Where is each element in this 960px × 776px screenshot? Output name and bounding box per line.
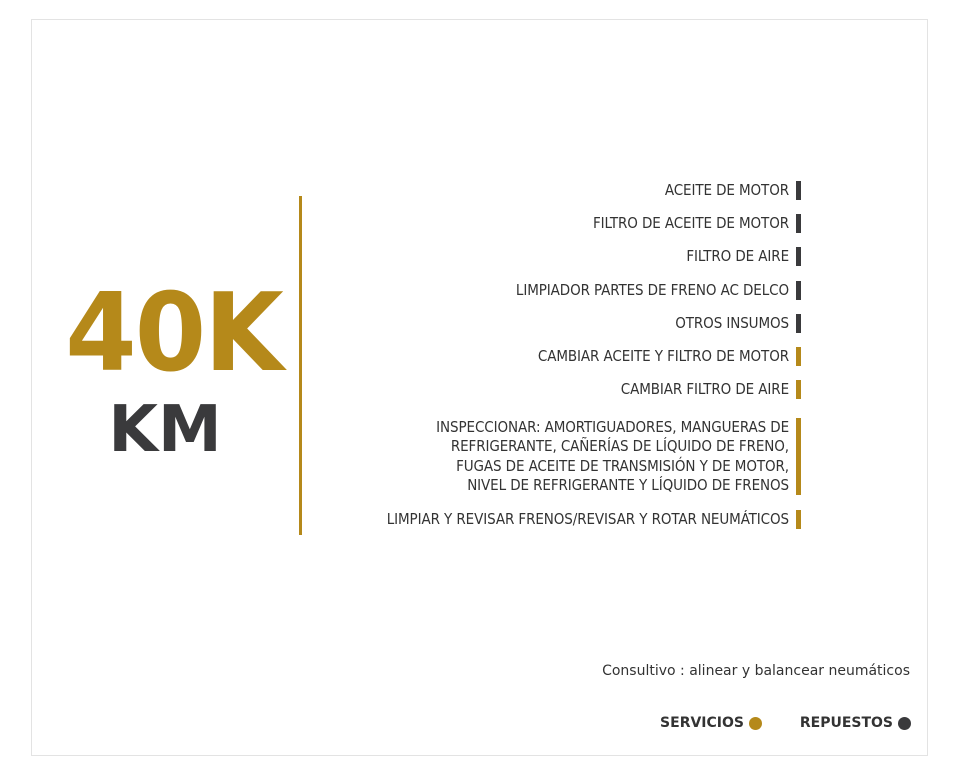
part-marker-icon — [796, 247, 801, 266]
service-marker-icon — [796, 418, 801, 495]
mileage-unit: KM — [108, 393, 222, 467]
list-item-label: CAMBIAR FILTRO DE AIRE — [620, 380, 789, 398]
list-item — [538, 347, 801, 366]
list-item-label: LIMPIAR Y REVISAR FRENOS/REVISAR Y ROTAR NEUMÁTICOS — [386, 510, 789, 528]
list-item-label: INSPECCIONAR: AMORTIGUADORES, MANGUERAS DE REFRIGERANTE, CAÑERÍAS DE LÍQUIDO DE FRENO, FUGAS DE ACEITE DE TRANSMISIÓN Y DE MOTOR, NIVEL DE REFRIGERANTE Y LÍQUIDO DE FRENOS — [436, 418, 789, 494]
part-marker-icon — [796, 314, 801, 333]
list-item — [593, 214, 801, 233]
legend-services — [660, 715, 762, 731]
list-item-label: CAMBIAR ACEITE Y FILTRO DE MOTOR — [537, 347, 789, 365]
part-marker-icon — [796, 214, 801, 233]
list-item-label: ACEITE DE MOTOR — [664, 181, 789, 199]
list-item — [675, 314, 801, 333]
legend-parts-label: REPUESTOS — [799, 715, 893, 731]
service-marker-icon — [796, 380, 801, 399]
legend-parts — [800, 715, 911, 731]
part-marker-icon — [796, 181, 801, 200]
list-item — [621, 380, 801, 399]
list-item — [665, 181, 801, 200]
list-item — [516, 281, 801, 300]
list-item-label: LIMPIADOR PARTES DE FRENO AC DELCO — [515, 281, 789, 299]
service-marker-icon — [796, 347, 801, 366]
service-marker-icon — [796, 510, 801, 529]
list-item-label: OTROS INSUMOS — [675, 314, 789, 332]
list-item-label: FILTRO DE AIRE — [686, 247, 789, 265]
vertical-divider — [299, 196, 302, 535]
part-marker-icon — [796, 281, 801, 300]
list-item-label: FILTRO DE ACEITE DE MOTOR — [592, 214, 789, 232]
part-dot-icon — [898, 717, 911, 730]
mileage-value: 40K — [65, 271, 282, 396]
list-item — [436, 418, 801, 495]
consultive-note: Consultivo : alinear y balancear neumáticos — [602, 663, 910, 679]
mileage-heading — [60, 271, 282, 467]
service-dot-icon — [749, 717, 762, 730]
list-item — [387, 510, 801, 529]
list-item — [686, 247, 801, 266]
legend-services-label: SERVICIOS — [660, 715, 744, 731]
